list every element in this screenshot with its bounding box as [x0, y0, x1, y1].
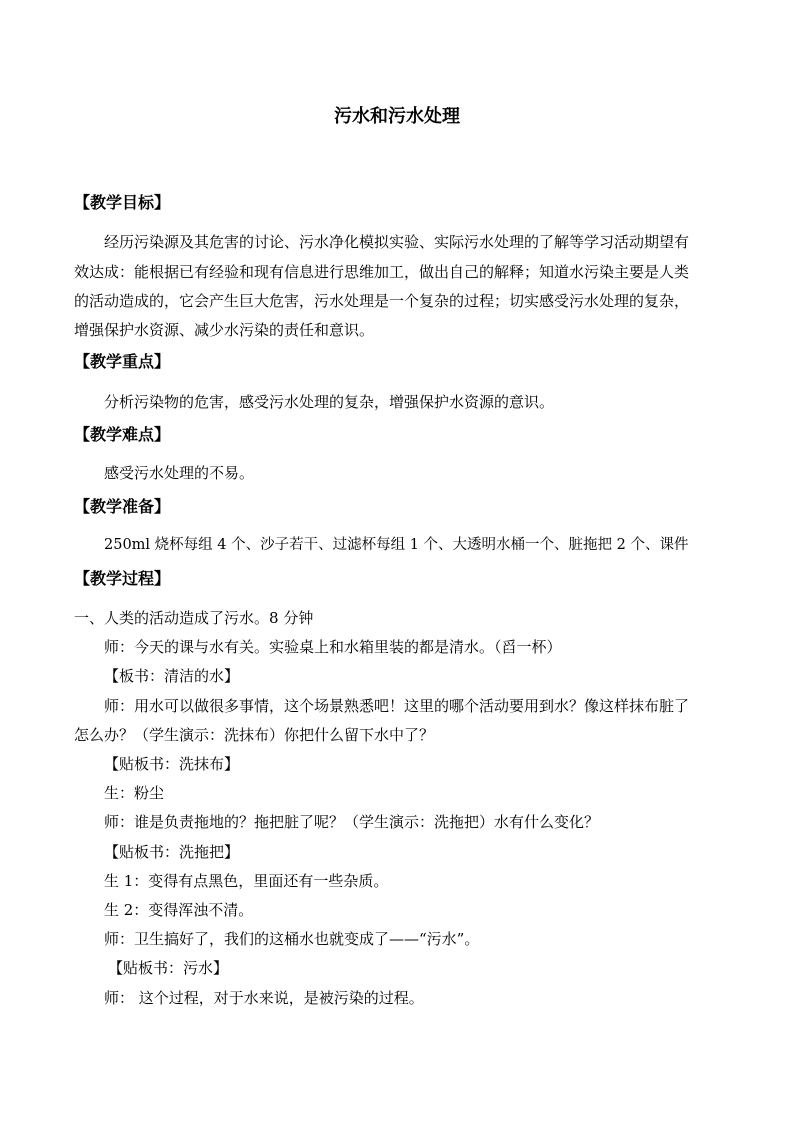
goals-line: 效达成：能根据已有经验和现有信息进行思维加工，做出自己的解释；知道水污染主要是人类 — [74, 263, 690, 281]
document-title: 污水和污水处理 — [334, 106, 460, 127]
process-line: 【板书：清洁的水】 — [104, 667, 240, 685]
process-line: 【贴板书：污水】 — [108, 959, 229, 977]
preparation-text: 250ml 烧杯每组 4 个、沙子若干、过滤杯每组 1 个、大透明水桶一个、脏拖把 2 个、课件 — [104, 537, 689, 553]
heading-teaching-goals: 【教学目标】 — [74, 193, 171, 212]
goals-line: 的活动造成的，它会产生巨大危害，污水处理是一个复杂的过程；切实感受污水处理的复杂， — [74, 292, 690, 310]
process-line: 师：卫生搞好了，我们的这桶水也就变成了——“污水”。 — [104, 930, 480, 948]
process-line: 怎么办？（学生演示：洗抹布）你把什么留下水中了？ — [74, 726, 435, 744]
goals-line: 经历污染源及其危害的讨论、污水净化模拟实验、实际污水处理的了解等学习活动期望有 — [104, 233, 690, 251]
process-line: 一、人类的活动造成了污水。8 分钟 — [74, 609, 314, 627]
heading-preparation: 【教学准备】 — [74, 497, 171, 516]
process-line: 师：谁是负责拖地的？拖把脏了呢？（学生演示：洗拖把）水有什么变化？ — [104, 813, 600, 831]
process-line: 生：粉尘 — [104, 784, 165, 802]
heading-process: 【教学过程】 — [74, 569, 171, 588]
process-line: 师：用水可以做很多事情，这个场景熟悉吧！这里的哪个活动要用到水？像这样抹布脏了 — [104, 697, 690, 715]
difficulties-text: 感受污水处理的不易。 — [104, 464, 255, 482]
process-line: 【贴板书：洗拖把】 — [104, 843, 240, 861]
process-line: 生 1：变得有点黑色，里面还有一些杂质。 — [104, 872, 389, 890]
heading-difficulties: 【教学难点】 — [74, 425, 171, 444]
process-line: 【贴板书：洗抹布】 — [104, 755, 240, 773]
process-line: 师： 这个过程，对于水来说，是被污染的过程。 — [104, 989, 424, 1007]
goals-line: 增强保护水资源、减少水污染的责任和意识。 — [74, 321, 375, 339]
process-line: 师：今天的课与水有关。实验桌上和水箱里装的都是清水。（舀一杯） — [104, 638, 562, 656]
heading-key-points: 【教学重点】 — [74, 352, 171, 371]
process-line: 生 2：变得浑浊不清。 — [104, 901, 254, 919]
key-points-text: 分析污染物的危害，感受污水处理的复杂，增强保护水资源的意识。 — [104, 393, 555, 411]
